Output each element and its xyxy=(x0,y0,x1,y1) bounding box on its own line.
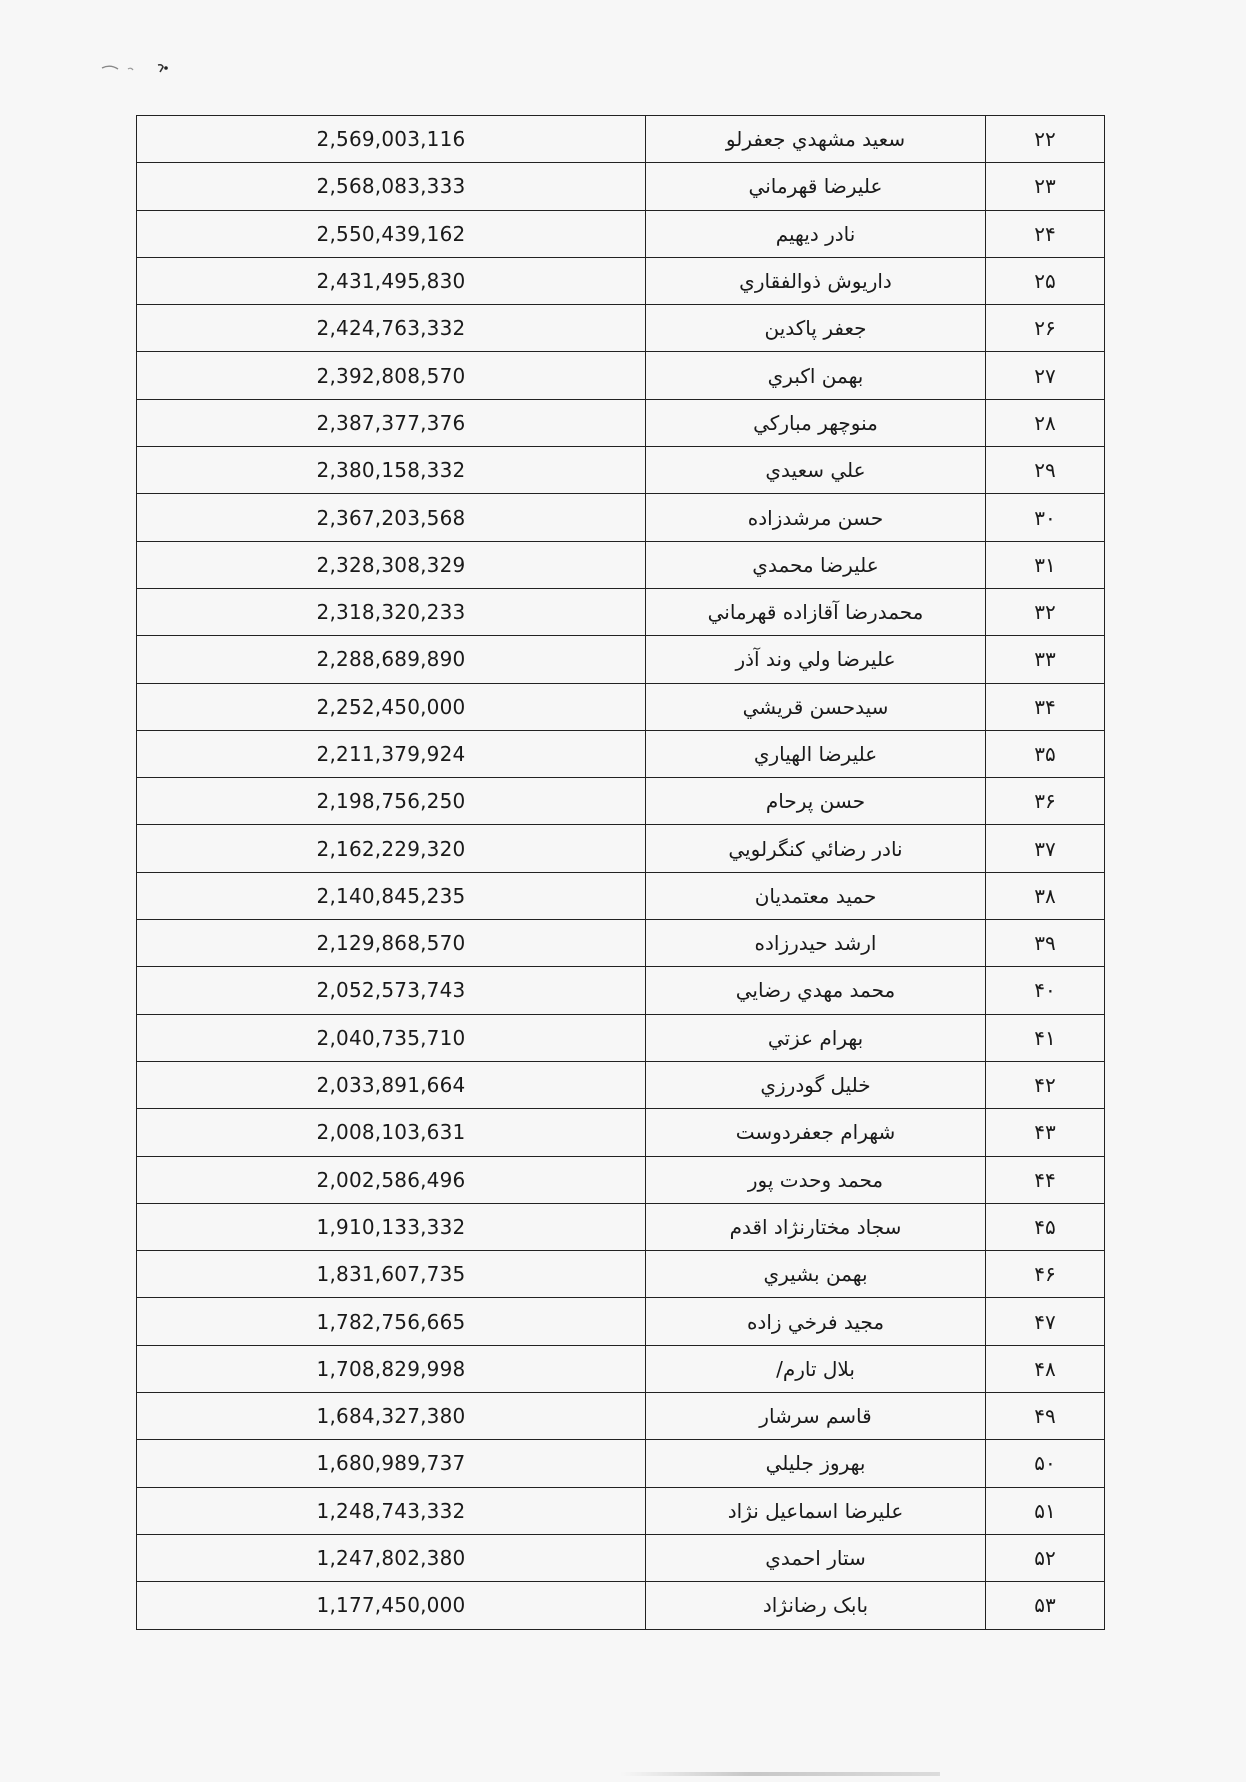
row-number-cell: ۳۵ xyxy=(986,730,1105,777)
amount-cell: 1,684,327,380 xyxy=(137,1393,646,1440)
name-cell: علي سعيدي xyxy=(646,447,986,494)
row-number-cell: ۲۲ xyxy=(986,116,1105,163)
table-row xyxy=(137,352,1105,399)
amount-cell: 1,910,133,332 xyxy=(137,1203,646,1250)
table-row xyxy=(137,967,1105,1014)
amount-cell: 2,367,203,568 xyxy=(137,494,646,541)
table-row xyxy=(137,636,1105,683)
amount-cell: 2,033,891,664 xyxy=(137,1061,646,1108)
name-cell: حسن پرحام xyxy=(646,778,986,825)
name-cell: حميد معتمديان xyxy=(646,872,986,919)
row-number-cell: ۴۷ xyxy=(986,1298,1105,1345)
name-cell: عليرضا ولي وند آذر xyxy=(646,636,986,683)
name-cell: جعفر پاکدين xyxy=(646,305,986,352)
row-number-cell: ۲۷ xyxy=(986,352,1105,399)
name-cell: محمد مهدي رضايي xyxy=(646,967,986,1014)
table-row xyxy=(137,1109,1105,1156)
amount-cell: 2,431,495,830 xyxy=(137,257,646,304)
table-row xyxy=(137,778,1105,825)
table-row xyxy=(137,872,1105,919)
row-number-cell: ۴۵ xyxy=(986,1203,1105,1250)
name-cell: عليرضا محمدي xyxy=(646,541,986,588)
amount-cell: 2,129,868,570 xyxy=(137,920,646,967)
table-row xyxy=(137,1534,1105,1581)
row-number-cell: ۵۲ xyxy=(986,1534,1105,1581)
row-number-cell: ۴۹ xyxy=(986,1393,1105,1440)
row-number-cell: ۳۱ xyxy=(986,541,1105,588)
table-row xyxy=(137,399,1105,446)
row-number-cell: ۴۶ xyxy=(986,1251,1105,1298)
table-row xyxy=(137,920,1105,967)
amount-cell: 2,569,003,116 xyxy=(137,116,646,163)
table-row xyxy=(137,494,1105,541)
name-cell: بهروز جليلي xyxy=(646,1440,986,1487)
table-row xyxy=(137,1440,1105,1487)
name-cell: عليرضا قهرماني xyxy=(646,163,986,210)
amount-cell: 2,052,573,743 xyxy=(137,967,646,1014)
row-number-cell: ۴۱ xyxy=(986,1014,1105,1061)
table-row xyxy=(137,210,1105,257)
table-row xyxy=(137,305,1105,352)
table-row xyxy=(137,1251,1105,1298)
row-number-cell: ۵۱ xyxy=(986,1487,1105,1534)
row-number-cell: ۳۷ xyxy=(986,825,1105,872)
amount-cell: 1,680,989,737 xyxy=(137,1440,646,1487)
row-number-cell: ۳۴ xyxy=(986,683,1105,730)
row-number-cell: ۴۴ xyxy=(986,1156,1105,1203)
table-row xyxy=(137,116,1105,163)
table-row xyxy=(137,1393,1105,1440)
row-number-cell: ۲۹ xyxy=(986,447,1105,494)
name-cell: منوچهر مبارکي xyxy=(646,399,986,446)
amount-cell: 1,782,756,665 xyxy=(137,1298,646,1345)
amount-cell: 1,248,743,332 xyxy=(137,1487,646,1534)
row-number-cell: ۲۵ xyxy=(986,257,1105,304)
amount-cell: 2,140,845,235 xyxy=(137,872,646,919)
name-cell: قاسم سرشار xyxy=(646,1393,986,1440)
scan-artifact xyxy=(100,62,180,76)
amount-cell: 2,252,450,000 xyxy=(137,683,646,730)
amount-cell: 1,177,450,000 xyxy=(137,1582,646,1629)
name-cell: سعید مشهدي جعفرلو xyxy=(646,116,986,163)
amount-cell: 1,831,607,735 xyxy=(137,1251,646,1298)
table-row xyxy=(137,541,1105,588)
table-row xyxy=(137,825,1105,872)
name-cell: بهمن اکبري xyxy=(646,352,986,399)
table-row xyxy=(137,163,1105,210)
name-cell: بلال تارم/ xyxy=(646,1345,986,1392)
name-cell: بهرام عزتي xyxy=(646,1014,986,1061)
row-number-cell: ۳۹ xyxy=(986,920,1105,967)
table-row xyxy=(137,1061,1105,1108)
amount-cell: 2,318,320,233 xyxy=(137,588,646,635)
amount-cell: 2,008,103,631 xyxy=(137,1109,646,1156)
amount-cell: 2,392,808,570 xyxy=(137,352,646,399)
name-cell: داريوش ذوالفقاري xyxy=(646,257,986,304)
table-row xyxy=(137,730,1105,777)
scan-edge-artifact xyxy=(620,1772,940,1776)
amount-cell: 2,288,689,890 xyxy=(137,636,646,683)
name-cell: نادر ديهيم xyxy=(646,210,986,257)
amount-cell: 2,568,083,333 xyxy=(137,163,646,210)
name-cell: ستار احمدي xyxy=(646,1534,986,1581)
amount-cell: 1,247,802,380 xyxy=(137,1534,646,1581)
amount-cell: 2,387,377,376 xyxy=(137,399,646,446)
amount-cell: 2,550,439,162 xyxy=(137,210,646,257)
amount-cell: 2,211,379,924 xyxy=(137,730,646,777)
name-cell: سيدحسن قريشي xyxy=(646,683,986,730)
amount-cell: 2,002,586,496 xyxy=(137,1156,646,1203)
name-cell: ارشد حيدرزاده xyxy=(646,920,986,967)
name-cell: نادر رضائي کنگرلويي xyxy=(646,825,986,872)
row-number-cell: ۳۳ xyxy=(986,636,1105,683)
row-number-cell: ۴۸ xyxy=(986,1345,1105,1392)
amount-cell: 2,328,308,329 xyxy=(137,541,646,588)
table-row xyxy=(137,683,1105,730)
amount-cell: 2,040,735,710 xyxy=(137,1014,646,1061)
row-number-cell: ۳۲ xyxy=(986,588,1105,635)
roster-table-body xyxy=(137,116,1105,1630)
table-row xyxy=(137,1582,1105,1629)
name-cell: حسن مرشدزاده xyxy=(646,494,986,541)
row-number-cell: ۴۳ xyxy=(986,1109,1105,1156)
amount-cell: 1,708,829,998 xyxy=(137,1345,646,1392)
name-cell: محمدرضا آقازاده قهرماني xyxy=(646,588,986,635)
roster-table xyxy=(136,115,1105,1630)
row-number-cell: ۲۸ xyxy=(986,399,1105,446)
table-row xyxy=(137,588,1105,635)
name-cell: محمد وحدت پور xyxy=(646,1156,986,1203)
amount-cell: 2,424,763,332 xyxy=(137,305,646,352)
row-number-cell: ۲۴ xyxy=(986,210,1105,257)
row-number-cell: ۴۰ xyxy=(986,967,1105,1014)
row-number-cell: ۴۲ xyxy=(986,1061,1105,1108)
row-number-cell: ۳۸ xyxy=(986,872,1105,919)
name-cell: بهمن بشيري xyxy=(646,1251,986,1298)
amount-cell: 2,162,229,320 xyxy=(137,825,646,872)
row-number-cell: ۵۰ xyxy=(986,1440,1105,1487)
amount-cell: 2,380,158,332 xyxy=(137,447,646,494)
table-row xyxy=(137,1487,1105,1534)
name-cell: بابک رضانژاد xyxy=(646,1582,986,1629)
name-cell: شهرام جعفردوست xyxy=(646,1109,986,1156)
table-row xyxy=(137,1298,1105,1345)
row-number-cell: ۲۳ xyxy=(986,163,1105,210)
name-cell: عليرضا اسماعيل نژاد xyxy=(646,1487,986,1534)
table-row xyxy=(137,1156,1105,1203)
table-row xyxy=(137,1203,1105,1250)
table-row xyxy=(137,1345,1105,1392)
name-cell: مجيد فرخي زاده xyxy=(646,1298,986,1345)
row-number-cell: ۵۳ xyxy=(986,1582,1105,1629)
name-cell: سجاد مختارنژاد اقدم xyxy=(646,1203,986,1250)
row-number-cell: ۳۰ xyxy=(986,494,1105,541)
row-number-cell: ۳۶ xyxy=(986,778,1105,825)
name-cell: خليل گودرزي xyxy=(646,1061,986,1108)
amount-cell: 2,198,756,250 xyxy=(137,778,646,825)
row-number-cell: ۲۶ xyxy=(986,305,1105,352)
table-row xyxy=(137,1014,1105,1061)
table-row xyxy=(137,447,1105,494)
name-cell: عليرضا الهياري xyxy=(646,730,986,777)
table-row xyxy=(137,257,1105,304)
